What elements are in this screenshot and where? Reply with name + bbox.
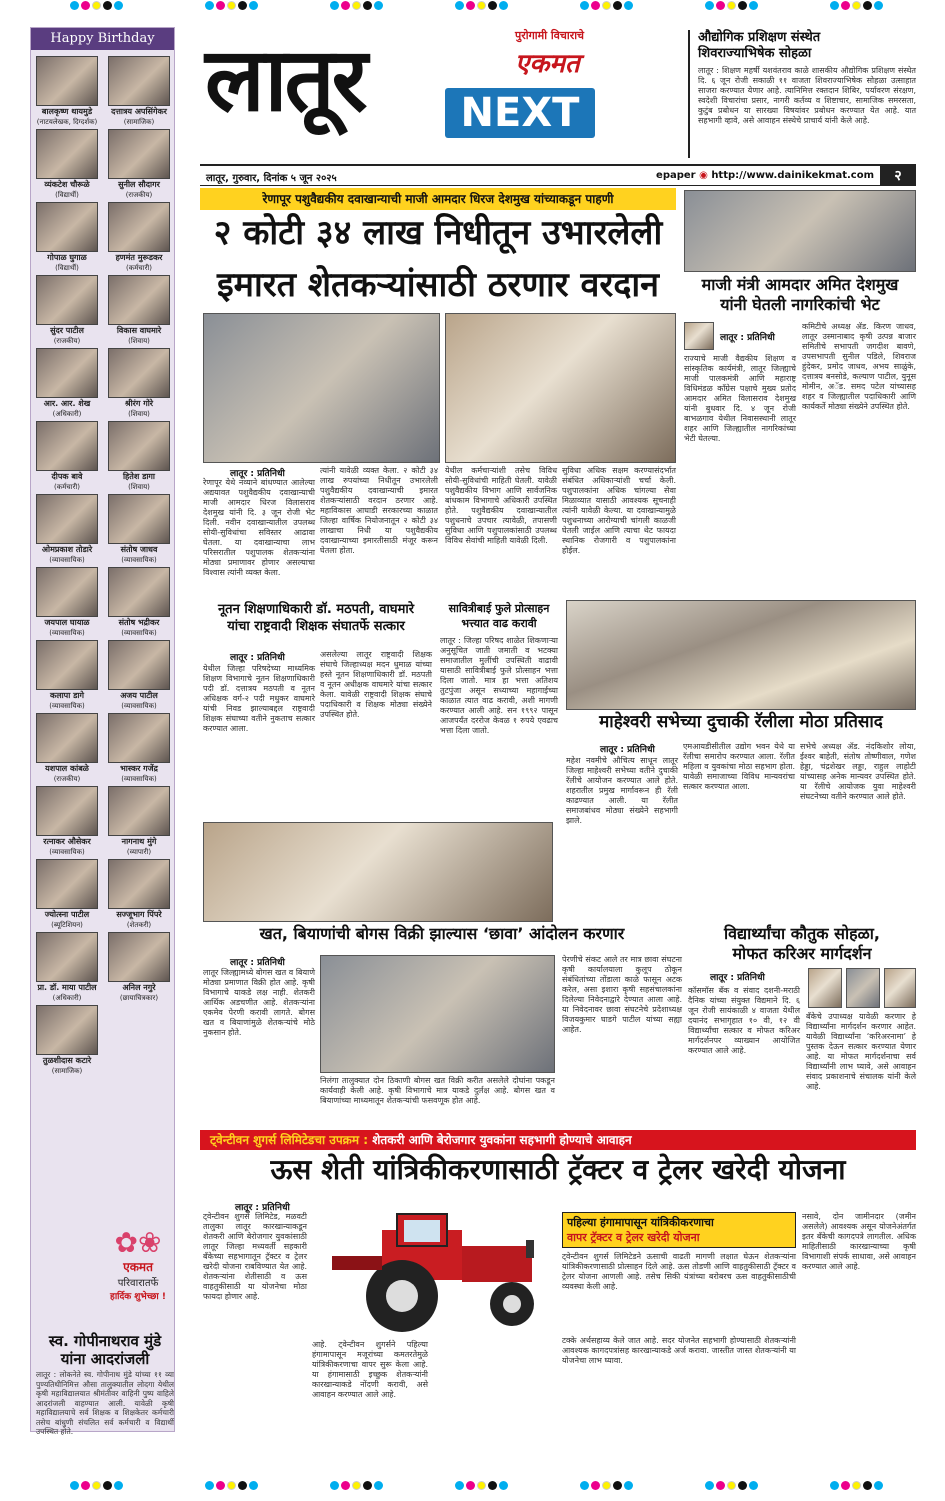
registration-dot xyxy=(624,1,633,10)
registration-dot xyxy=(841,1481,850,1490)
birthday-role: (छायाचित्रकार) xyxy=(119,994,159,1002)
birthday-photo xyxy=(108,129,170,179)
birthday-name: सुनील सौदागर xyxy=(118,180,160,189)
birthday-person xyxy=(36,421,98,492)
birthday-person xyxy=(36,932,98,1003)
registration-dot xyxy=(488,1,497,10)
birthday-photo xyxy=(108,202,170,252)
birthday-photo xyxy=(36,932,98,982)
registration-dot xyxy=(363,1,372,10)
lead-text-d: सुविधा अधिक सक्षम करण्यासंदर्भात संबंधित अधिकाऱ्यांशी चर्चा केली. पशुपालकांना अधिक चांगल्या सेवा मिळाव्यात यासाठी आवश्यक सूचनाही त्यांनी यावेळी केल्या. या दवाखान्यामुळे पशुधनाच्या आरोग्याची चांगली काळजी घेतली जाईल आणि त्याचा थेट फायदा स्थानिक रोजगारी व पशुपालकांना होईल. xyxy=(562,466,676,555)
birthday-photo xyxy=(108,275,170,325)
birthday-role: (व्यावसायिक) xyxy=(49,848,85,856)
birthday-photo xyxy=(108,786,170,836)
birthday-person xyxy=(36,494,98,565)
registration-dot xyxy=(613,1481,622,1490)
birthday-role: (शिवाय) xyxy=(128,410,150,418)
registration-dot xyxy=(341,1,350,10)
birthday-role: (व्यावसायिक) xyxy=(121,629,157,637)
registration-dot xyxy=(103,1481,112,1490)
birthday-name: रत्नाकर औसेकर xyxy=(43,837,91,846)
registration-dot xyxy=(727,1,736,10)
registration-dot xyxy=(70,1481,79,1490)
birthday-person xyxy=(36,859,98,930)
amit-byline: लातूर : प्रतिनिधी xyxy=(720,333,775,343)
registration-dot xyxy=(602,1,611,10)
birthday-person xyxy=(36,56,98,127)
sugar-text-b2 xyxy=(432,1340,556,1427)
birthday-name: दीपक बावे xyxy=(51,472,83,481)
chhava-text-b: निलंगा तालुक्यात दोन ठिकाणी बोगस खत विक्री करीत असलेले दोघांना पकडून कार्यवाही केली आहे. कृषी विभागाचे मात्र याकडे दुर्लक्ष आहे. बोगस खत व बियाणांच्या माध्यमातून शेतकऱ्यांची फसवणूक होत आहे. xyxy=(320,1076,555,1105)
birthday-header: Happy Birthday xyxy=(31,28,174,50)
globe-icon: ◉ xyxy=(699,170,708,181)
registration-dot xyxy=(249,1481,258,1490)
registration-dot xyxy=(874,1,883,10)
greeting-card xyxy=(104,1228,172,1302)
top-box-text: लातूर : शिक्षण महर्षी यशवंतराव काळे शासकीय औद्योगिक प्रशिक्षण संस्थेत दि. ६ जून रोजी सकाळी ११ वाजता शिवराज्याभिषेक सोहळा उत्साहात साजरा करण्यात येणार आहे. त्यानिमित्त रक्तदान शिबिर, पर्यावरण संरक्षण, स्वदेशी विचारांचा प्रसार, नागरी कर्तव्य व शिष्टाचार, सामाजिक समरसता, कुटुंब प्रबोधन या सारख्या विषयांवर प्रबोधन करण्यात येत आहे. यात सहभागी व्हावे, असे आवाहन संस्थेचे प्राचार्य यांनी केले आहे. xyxy=(698,66,916,125)
birthday-person xyxy=(108,640,170,711)
flower-icon: ✿❀ xyxy=(114,1226,162,1259)
teacher-text-b: असलेल्या लातूर राष्ट्रवादी शिक्षक संघाचे जिल्हाध्यक्ष मदन धुमाळ यांच्या हस्ते नूतन शिक्षणाधिकारी डॉ. मठपती व नूतन अधीक्षक वाघमारे यांचा सत्कार केला. यावेळी राष्ट्रवादी शिक्षक संघाचे पदाधिकारी व शिक्षक मोठ्या संख्येने उपस्थित होते. xyxy=(320,650,432,719)
registration-dot xyxy=(249,1,258,10)
page-number: २ xyxy=(880,166,916,186)
birthday-person xyxy=(36,567,98,638)
sugar-text-b: आहे. ट्वेन्टीवन शुगर्सने पहिल्या हंगामापासून मजूरांच्या कमतरतेमुळे यांत्रिकीकरणाचा वापर सुरू केला आहे. या हंगामासाठी इच्छुक शेतकऱ्यांनी कारखान्याकडे नोंदणी करावी, असे आवाहन करण्यात आले आहे. xyxy=(312,1340,428,1399)
lead-text-c: येथील कर्मचाऱ्यांशी तसेच विविध सोयी-सुविधांची माहिती घेतली. यावेळी पशुवैद्यकीय विभाग आणि सार्वजनिक बांधकाम विभागाचे अधिकारी उपस्थित होते. पशुवैद्यकीय दवाखान्यातील पशुधनाचे उपचार त्यावेळी, तपासणी सुविधा आणि पशुपालकांसाठी उपलब्ध विविध सेवांची माहिती यावेळी दिली. xyxy=(445,466,557,545)
registration-dot xyxy=(624,1481,633,1490)
birthday-person xyxy=(36,202,98,273)
greeting-line-1: परिवारातर्फे xyxy=(117,1278,159,1289)
birthday-name: जयपाल घायाळ xyxy=(44,618,90,627)
amit-headline-2: यांनी घेतली नागरिकांची भेट xyxy=(720,295,880,314)
birthday-photo xyxy=(36,713,98,763)
birthday-role: (व्यावसायिक) xyxy=(121,556,157,564)
birthday-role: (राजकीय) xyxy=(125,191,153,199)
birthday-role: (राजकीय) xyxy=(53,337,81,345)
top-box-title-2: शिवराज्याभिषेक सोहळा xyxy=(698,46,812,61)
epaper-label: epaper xyxy=(656,170,696,181)
registration-dot xyxy=(352,1481,361,1490)
registration-dot xyxy=(92,1481,101,1490)
career-portrait-2 xyxy=(846,968,880,1008)
birthday-photo xyxy=(36,640,98,690)
registration-dot xyxy=(330,1,339,10)
birthday-name: दत्तात्रय अपसिंगेकर xyxy=(111,107,167,116)
birthday-name: ज्योत्स्ना पाटील xyxy=(44,910,90,919)
amit-headline-1: माजी मंत्री आमदार अमित देशमुख xyxy=(701,275,899,294)
registration-dot xyxy=(863,1481,872,1490)
registration-dot xyxy=(477,1481,486,1490)
birthday-name: विकास वाघमारे xyxy=(116,326,162,335)
registration-dot xyxy=(238,1,247,10)
birthday-role: (अधिकारी) xyxy=(52,994,82,1002)
registration-dot xyxy=(852,1481,861,1490)
birthday-name: कलापा डागे xyxy=(50,691,84,700)
registration-dot xyxy=(749,1481,758,1490)
birthday-person xyxy=(108,786,170,857)
tractor-illustration xyxy=(312,1200,556,1340)
career-portrait-1 xyxy=(808,968,842,1008)
registration-dot xyxy=(852,1,861,10)
sugar-banner-left: ट्वेन्टीवन शुगर्स लिमिटेडचा उपक्रम : xyxy=(210,1133,369,1147)
birthday-role: (कर्मचारी) xyxy=(54,483,80,491)
registration-dot xyxy=(738,1,747,10)
registration-dot xyxy=(705,1,714,10)
birthday-name: यशपाल कांबळे xyxy=(45,764,89,773)
registration-dot xyxy=(466,1,475,10)
amit-text-b: कमिटीचे अध्यक्ष ॲड. किरण जाधव, लातूर उस्मानाबाद कृषी उत्पन्न बाजार समितीचे सभापती जगदीश बावणे, उपसभापती सुनील पडिले, शिवराज हुंदेकर, प्रमोद जाधव, अभय साळुंके, दत्तात्रय बनसोडे, कल्याण पाटील, युनूस मोमीन, अॅड. समद पटेल यांच्यासह शहर व जिल्ह्यातील पदाधिकारी आणि कार्यकर्ते मोठ्या संख्येने उपस्थित होते. xyxy=(802,322,916,411)
savitri-headline-1: सावित्रीबाई फुले प्रोत्साहन xyxy=(448,602,550,615)
birthday-role: (अधिकारी) xyxy=(52,410,82,418)
birthday-role: (शिवाय) xyxy=(128,483,150,491)
registration-dot xyxy=(841,1,850,10)
birthday-role: (कर्मचारी) xyxy=(126,264,152,272)
registration-dot xyxy=(499,1481,508,1490)
savitri-text: लातूर : जिल्हा परिषद शाळेत शिकणाऱ्या अनुसूचित जाती जमाती व भटक्या समाजातील मुलींची उपस्थिती वाढावी यासाठी सावित्रीबाई फुले प्रोत्साहन भत्ता दिला जातो. मात्र हा भत्ता अतिशय तुटपुंजा असून सध्याच्या महागाईच्या काळात त्यात वाढ करावी, अशी मागणी करण्यात आली आहे. सन १९९२ पासून आजपर्यंत दररोज केवळ १ रुपये एवढाच भत्ता दिला जातो. xyxy=(440,636,558,735)
birthday-name: अजय पाटील xyxy=(120,691,158,700)
lead-headline-2: इमारत शेतकऱ्यांसाठी ठरणार वरदान xyxy=(216,265,660,305)
birthday-photo xyxy=(36,859,98,909)
birthday-photo xyxy=(108,421,170,471)
registration-dot xyxy=(455,1,464,10)
birthday-name: सज्जूभाग पिंपरे xyxy=(116,910,162,919)
registration-dot xyxy=(363,1481,372,1490)
registration-dot xyxy=(374,1,383,10)
birthday-person xyxy=(36,275,98,346)
amit-photo xyxy=(684,190,916,272)
birthday-photo xyxy=(108,56,170,106)
registration-dot xyxy=(92,1,101,10)
birthday-name: व्यंकटेश चौरूळे xyxy=(44,180,90,189)
registration-dot xyxy=(216,1,225,10)
top-right-news-box xyxy=(688,30,916,158)
birthday-role: (विद्यार्थी) xyxy=(55,264,79,272)
registration-dot xyxy=(114,1481,123,1490)
masthead-tagline: पुरोगामी विचाराचे xyxy=(515,29,585,42)
chhava-text-a: लातूर जिल्ह्यामध्ये बोगस खत व बियाणे मोठ्या प्रमाणात विक्री होत आहे. कृषी विभागाचे याकडे लक्ष नाही. शेतकरी आर्थिक अडचणीत आहे. शेतकऱ्यांना एकमेव पेरणी करावी लागते. बोगस खत व बियाणांमुळे शेतकऱ्यांचे मोठे नुकसान होते. xyxy=(203,968,315,1037)
tribute-text: लातूर : लोकनेते स्व. गोपीनाथ मुंडे यांच्या ११ व्या पुण्यतिथीनिमित्त औसा तालुक्यातील लोदगा येथील कृषी महाविद्यालयात श्रीमंतीवर वाहिनी पुष्प वाहिले आदरांजली वाहण्यात आली. यावेळी कृषी महाविद्यालयाचे सर्व शिक्षक व शिक्षकेतर कर्मचारी तसेच बांधुणी संचलित सर्व कर्मचारी व विद्यार्थी उपस्थित होते. xyxy=(36,1370,174,1436)
birthday-photo xyxy=(36,202,98,252)
lead-byline: लातूर : प्रतिनिधी xyxy=(230,469,285,479)
birthday-role: (व्यावसायिक) xyxy=(121,702,157,710)
lead-photo-1 xyxy=(203,313,440,463)
registration-dot xyxy=(81,1481,90,1490)
birthday-name: आर. आर. शेख xyxy=(43,399,91,408)
registration-dot xyxy=(863,1,872,10)
birthday-person xyxy=(108,129,170,200)
birthday-role: (ब्यूटिशियन) xyxy=(51,921,83,929)
birthday-person xyxy=(36,129,98,200)
registration-dot xyxy=(374,1481,383,1490)
registration-dot xyxy=(216,1481,225,1490)
amit-portrait xyxy=(684,322,714,350)
registration-marks-top xyxy=(0,0,945,10)
registration-dot xyxy=(205,1481,214,1490)
birthday-photo xyxy=(108,494,170,544)
registration-dot xyxy=(238,1481,247,1490)
epaper-link[interactable] xyxy=(656,170,874,181)
birthday-role: (सामाजिक) xyxy=(51,1067,83,1075)
registration-dot xyxy=(602,1481,611,1490)
career-byline: लातूर : प्रतिनिधी xyxy=(710,973,765,983)
maheshwari-text-a: महेश नवमीचे औचित्य साधून लातूर जिल्हा माहेश्वरी सभेच्या वतीने दुचाकी रॅलीचे आयोजन करण्यात आले होते. शहरातील प्रमुख मार्गावरून ही रॅली काढण्यात आली. या रॅलीत समाजबांधव मोठ्या संख्येने सहभागी झाले. xyxy=(566,756,678,825)
birthday-name: भास्कर गजेंद्र xyxy=(120,764,158,773)
birthday-photo xyxy=(108,713,170,763)
birthday-person xyxy=(36,1005,98,1076)
sugar-text-c: ट्वेन्टीवन शुगर्स लिमिटेडने ऊसाची वाढती मागणी लक्षात घेऊन शेतकऱ्यांना यांत्रिकीकरणासाठी प्रोत्साहन दिले आहे. ऊस तोडणी आणि वाहतुकीसाठी ट्रॅक्टर व ट्रेलर योजना आणली आहे. तसेच सिकी यंत्रांच्या बरोबरच ऊस वाहतुकीसाठीची व्यवस्था केली आहे. xyxy=(562,1252,796,1291)
birthday-photo xyxy=(108,640,170,690)
birthday-name: तुळशीदास कटारे xyxy=(42,1056,92,1065)
sugar-byline: लातूर : प्रतिनिधी xyxy=(235,1203,290,1213)
birthday-name: अनिल नगुरे xyxy=(122,983,156,992)
tractor-icon xyxy=(332,1214,534,1332)
sugar-headline: ऊस शेती यांत्रिकीकरणासाठी ट्रॅक्टर व ट्रेलर खरेदी योजना xyxy=(270,1153,846,1186)
birthday-role: (व्यावसायिक) xyxy=(49,556,85,564)
birthday-person xyxy=(108,494,170,565)
registration-dot xyxy=(830,1481,839,1490)
teacher-photo xyxy=(203,822,553,922)
birthday-person xyxy=(108,567,170,638)
chhava-text-c: पेरणीचे संकट आले तर मात्र छावा संघटना कृषी कार्यालयाला कुलूप ठोकून संबंधितांच्या तोंडाला काळे फासून अटक करेल, असा इशारा कृषी सहसंचालकांना दिलेल्या निवेदनाद्वारे देण्यात आला आहे. या निवेदनावर छावा संघटनेचे प्रदेशाध्यक्ष विजयकुमार घाडगे पाटील यांच्या सह्या आहेत. xyxy=(562,955,682,1034)
registration-dot xyxy=(455,1481,464,1490)
registration-dot xyxy=(81,1,90,10)
birthday-photo xyxy=(36,56,98,106)
greeting-line-2: हार्दिक शुभेच्छा ! xyxy=(110,1292,166,1302)
greeting-brand: एकमत xyxy=(123,1260,153,1274)
registration-dot xyxy=(613,1,622,10)
birthday-role: (सामाजिक) xyxy=(123,118,155,126)
birthday-person xyxy=(108,932,170,1003)
chhava-photo xyxy=(320,955,555,1073)
sugar-callout xyxy=(562,1212,796,1248)
lead-headline-1: २ कोटी ३४ लाख निधीतून उभारलेली xyxy=(213,213,663,253)
registration-dot xyxy=(580,1,589,10)
birthday-photo xyxy=(108,567,170,617)
maheshwari-headline: माहेश्वरी सभेच्या दुचाकी रॅलीला मोठा प्रतिसाद xyxy=(599,712,883,732)
sugar-text-e: नसावे, दोन जामीनदार (जमीन असलेले) आवश्यक असून योजनेअंतर्गत इतर बँकेची कागदपत्रे लागतील. अधिक माहितीसाठी कारखान्याच्या कृषी विभागाशी संपर्क साधावा, असे आवाहन करण्यात आले आहे. xyxy=(802,1212,916,1271)
masthead-title: लातूर xyxy=(205,28,365,131)
chhava-headline: खत, बियाणांची बोगस विक्री झाल्यास ‘छावा’ आंदोलन करणार xyxy=(259,924,625,943)
sugar-banner-right: शेतकरी आणि बेरोजगार युवकांना सहभागी होण्याचे आवाहन xyxy=(372,1133,632,1147)
savitri-headline-2: भत्त्यात वाढ करावी xyxy=(461,617,537,630)
birthday-photo xyxy=(36,421,98,471)
registration-dot xyxy=(341,1481,350,1490)
birthday-person xyxy=(36,713,98,784)
registration-dot xyxy=(499,1,508,10)
teacher-byline: लातूर : प्रतिनिधी xyxy=(230,653,285,663)
birthday-photo xyxy=(36,129,98,179)
registration-dot xyxy=(227,1481,236,1490)
birthday-person xyxy=(108,56,170,127)
birthday-person-last xyxy=(34,1223,100,1301)
maheshwari-text-b: एमआयडीसीतील उद्योग भवन येथे या रॅलीचा समारोप करण्यात आला. रॅलीत महिला व युवकांचा मोठा सहभाग होता. यावेळी समाजाच्या विविध मान्यवरांचा सत्कार करण्यात आला. xyxy=(683,742,795,791)
birthday-role: (व्यावसायिक) xyxy=(49,629,85,637)
birthday-photo xyxy=(36,1005,98,1055)
maheshwari-photo xyxy=(566,600,916,710)
registration-dot xyxy=(466,1481,475,1490)
birthday-name: सुंदर पाटील xyxy=(50,326,84,335)
birthday-role: (व्यापारी) xyxy=(126,848,152,856)
birthday-name: संतोष भद्रीकर xyxy=(118,618,160,627)
birthday-photo xyxy=(36,494,98,544)
birthday-photo xyxy=(36,567,98,617)
birthday-role: (शेतकरी) xyxy=(126,921,152,929)
registration-dot xyxy=(591,1481,600,1490)
registration-dot xyxy=(352,1,361,10)
registration-dot xyxy=(830,1,839,10)
site-url: http://www.dainikekmat.com xyxy=(711,170,874,181)
birthday-person xyxy=(108,421,170,492)
birthday-name: नागनाथ मुंगे xyxy=(121,837,157,846)
birthday-name: श्रीरंग गोरे xyxy=(124,399,154,408)
maheshwari-text-c: सभेचे अध्यक्ष ॲड. नंदकिशोर लोया, ईश्वर बाहेती, संतोष तोष्णीवाल, गणेश हेड्डा, चंद्रशेखर लड्डा, राहुल लाहोटी यांच्यासह अनेक मान्यवर उपस्थित होते. या रॅलीचे आयोजक युवा माहेश्वरी संघटनेच्या वतीने करण्यात आले होते. xyxy=(800,742,916,801)
registration-dot xyxy=(716,1481,725,1490)
sugar-callout-1: पहिल्या हंगामापासून यांत्रिकीकरणाचा xyxy=(567,1216,714,1229)
registration-marks-bottom xyxy=(0,1480,945,1490)
birthday-person xyxy=(36,640,98,711)
birthday-name: हणमंत मुरूडकर xyxy=(115,253,163,262)
sugar-text-a: ट्वेन्टीवन शुगर्स लिमिटेड, मळवटी तालुका लातूर कारखान्याकडून शेतकरी आणि बेरोजगार युवकांसाठी लातूर जिल्हा मध्यवर्ती सहकारी बँकेच्या सहभागातून ट्रॅक्टर व ट्रेलर खरेदी योजना राबविण्यात येत आहे. शेतकऱ्यांना शेतीसाठी व ऊस वाहतुकीसाठी या योजनेचा मोठा फायदा होणार आहे. xyxy=(203,1212,307,1301)
registration-dot xyxy=(205,1,214,10)
teacher-headline-1: नूतन शिक्षणाधिकारी डॉ. मठपती, वाघमारे xyxy=(217,602,415,617)
birthday-person xyxy=(108,275,170,346)
birthday-person xyxy=(36,348,98,419)
birthday-name: ओमप्रकाश तोडारे xyxy=(41,545,93,554)
registration-dot xyxy=(580,1481,589,1490)
registration-dot xyxy=(227,1,236,10)
birthday-role: (व्यावसायिक) xyxy=(121,775,157,783)
birthday-name: बालकृष्ण थायमुडे xyxy=(41,107,93,116)
birthday-photo xyxy=(108,859,170,909)
dateline-bar xyxy=(200,164,916,186)
registration-dot xyxy=(70,1,79,10)
career-text-b: बँकेचे उपाध्यक्ष यावेळी करणार हे विद्यार्थ्यांना मार्गदर्शन करणार आहेत. यावेळी विद्यार्थ्यांना ‘करिअरनामा’ हे पुस्तक देऊन सत्कार करण्यात येणार आहे. या मोफत मार्गदर्शनाचा सर्व विद्यार्थ्यांनी लाभ घ्यावे, असे आवाहन संवाद प्रकाशनाचे संचालक यांनी केले आहे. xyxy=(806,1012,916,1091)
top-box-title-1: औद्योगिक प्रशिक्षण संस्थेत xyxy=(698,30,821,45)
lead-photo-2 xyxy=(445,313,676,463)
birthday-role: (राजकीय) xyxy=(53,775,81,783)
birthday-role: (नाटयलेखक, दिग्दर्शक) xyxy=(36,118,98,126)
sugar-text-d: टक्के अर्थसहाय्य केले जात आहे. सदर योजनेत सहभागी होण्यासाठी शेतकऱ्यांनी आवश्यक कागदपत्रांसह कारखान्याकडे अर्ज करावा. जास्तीत जास्त शेतकऱ्यांनी या योजनेचा लाभ घ्यावा. xyxy=(562,1336,796,1365)
chhava-byline: लातूर : प्रतिनिधी xyxy=(230,958,285,968)
career-portrait-3 xyxy=(884,968,916,1008)
birthday-photo xyxy=(36,348,98,398)
career-headline-2: मोफत करिअर मार्गदर्शन xyxy=(732,944,872,963)
masthead-next-logo: NEXT xyxy=(445,88,595,138)
lead-text-a: रेणापूर येथे नव्याने बांधण्यात आलेल्या अद्ययावत पशुवैद्यकीय दवाखान्याची माजी आमदार धिरज विलासराव देशमुख यांनी दि. ३ जून रोजी भेट दिली. नवीन दवाखान्यातील उपलब्ध सोयी-सुविधांचा सविस्तर आढावा घेतला. या दवाखान्याचा लाभ परिसरातील पशुपालक शेतकऱ्यांना मोठ्या प्रमाणावर होणार असल्याचा विश्वास त्यांनी व्यक्त केला. xyxy=(203,478,315,577)
sugar-callout-2: वापर ट्रॅक्टर व ट्रेलर खरेदी योजना xyxy=(567,1231,700,1244)
lead-text-b: त्यांनी यावेळी व्यक्त केला. २ कोटी ३४ लाख रुपयांच्या निधीतून उभारलेली पशुवैद्यकीय दवाखान्याची इमारत शेतकऱ्यांसाठी वरदान ठरणार आहे. महाविकास आघाडी सरकारच्या काळात जिल्हा वार्षिक नियोजनातून २ कोटी ३४ लाखाचा निधी या पशुवैद्यकीय दवाखान्याच्या इमारतीसाठी मंजूर करून घेतला होता. xyxy=(320,466,438,555)
registration-dot xyxy=(103,1,112,10)
birthday-photo xyxy=(36,275,98,325)
birthday-role: (व्यावसायिक) xyxy=(49,702,85,710)
birthday-name: गोपाळ घुगाळ xyxy=(47,253,87,262)
registration-dot xyxy=(716,1,725,10)
birthday-name: संतोष जाधव xyxy=(120,545,158,554)
teacher-text-a: येथील जिल्हा परिषदेच्या माध्यमिक शिक्षण विभागाचे नूतन शिक्षणाधिकारी पदी डॉ. दत्तात्रय मठपती व नूतन अधिक्षक वर्ग-२ पदी मधुकर वाघमारे यांची निवड झाल्याबद्दल राष्ट्रवादी शिक्षक संघाच्या वतीने नुकताच सत्कार करण्यात आला. xyxy=(203,664,315,733)
career-headline-1: विद्यार्थ्यांचा कौतुक सोहळा, xyxy=(724,924,880,943)
birthday-role: (विद्यार्थी) xyxy=(55,191,79,199)
birthday-person xyxy=(108,859,170,930)
birthday-name: प्रा. डॉ. माया पाटील xyxy=(37,983,97,992)
registration-dot xyxy=(114,1,123,10)
maheshwari-byline: लातूर : प्रतिनिधी xyxy=(600,745,655,755)
birthday-photo xyxy=(108,932,170,982)
registration-dot xyxy=(749,1,758,10)
birthday-role: (शिवाय) xyxy=(128,337,150,345)
birthday-person xyxy=(108,348,170,419)
registration-dot xyxy=(330,1481,339,1490)
registration-dot xyxy=(591,1,600,10)
registration-dot xyxy=(874,1481,883,1490)
dateline: लातूर, गुरुवार, दिनांक ५ जून २०२५ xyxy=(206,173,337,184)
birthday-person xyxy=(36,786,98,857)
registration-dot xyxy=(705,1481,714,1490)
registration-dot xyxy=(738,1481,747,1490)
sugar-banner xyxy=(200,1130,916,1150)
teacher-headline-2: यांचा राष्ट्रवादी शिक्षक संघातर्फे सत्कार xyxy=(227,619,405,634)
birthday-person xyxy=(108,202,170,273)
birthday-photo xyxy=(36,786,98,836)
lead-kicker: रेणापूर पशुवैद्यकीय दवाखान्याची माजी आमदार धिरज देशमुख यांच्याकडून पाहणी xyxy=(200,188,676,210)
birthday-photo xyxy=(108,348,170,398)
career-text-a: कॉसमॉस बँक व संवाद दशनी-मराठी दैनिक यांच्या संयुक्त विद्यमाने दि. ६ जून रोजी सायंकाळी ४ वाजता येथील दयानंद सभागृहात १० वी, १२ वी विद्यार्थ्यांचा सत्कार व मोफत करिअर मार्गदर्शनपर व्याख्यान आयोजित करण्यात आले आहे. xyxy=(688,986,800,1055)
masthead-brand: एकमत xyxy=(515,49,580,79)
registration-dot xyxy=(727,1481,736,1490)
registration-dot xyxy=(477,1,486,10)
registration-dot xyxy=(488,1481,497,1490)
tribute-title: स्व. गोपीनाथराव मुंडे यांना आदरांजली xyxy=(48,1332,162,1368)
birthday-name: हितेश डागा xyxy=(122,472,156,481)
birthday-person xyxy=(108,713,170,784)
amit-text-a: राज्याचे माजी वैद्यकीय शिक्षण व सांस्कृतिक कार्यमंत्री, लातूर जिल्ह्याचे माजी पालकमंत्री आणि महाराष्ट्र विधिमंडळ काँग्रेस पक्षाचे मुख्य प्रतोद आमदार अमित विलासराव देशमुख यांनी बुधवार दि. ४ जून रोजी बाभळगाव येथील निवासस्थानी लातूर शहर आणि जिल्ह्यातील नागरिकांच्या भेटी घेतल्या. xyxy=(684,354,796,443)
